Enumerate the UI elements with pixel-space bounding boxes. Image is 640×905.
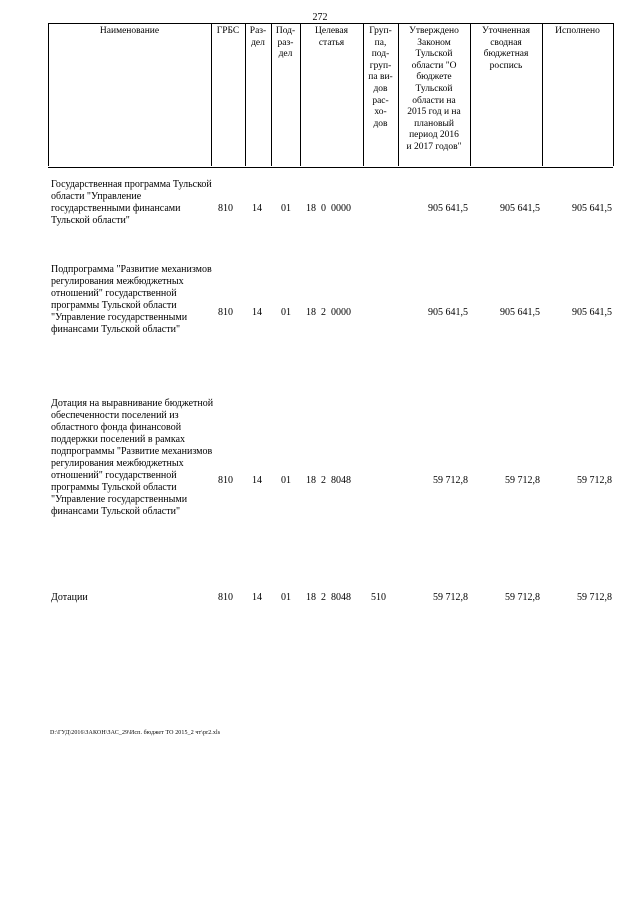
row-executed: 59 712,8	[577, 475, 612, 486]
row-target: 18 2 0000	[306, 307, 351, 318]
divider	[613, 23, 614, 166]
header-group: Груп- па, под- груп- па ви- дов рас- хо- дов	[368, 26, 393, 129]
row-podrazdel: 01	[281, 475, 291, 486]
header-podrazdel: Под- раз- дел	[275, 26, 296, 60]
row-group: 510	[371, 592, 386, 603]
row-grbs: 810	[218, 475, 233, 486]
row-refined: 59 712,8	[505, 475, 540, 486]
header-executed: Исполнено	[555, 26, 600, 36]
row-razdel: 14	[252, 203, 262, 214]
row-razdel: 14	[252, 307, 262, 318]
page-number: 272	[312, 12, 328, 23]
row-executed: 905 641,5	[572, 307, 612, 318]
row-executed: 59 712,8	[577, 592, 612, 603]
row-razdel: 14	[252, 475, 262, 486]
row-grbs: 810	[218, 203, 233, 214]
row-target: 18 0 0000	[306, 203, 351, 214]
header-refined: Уточненная сводная бюджетная роспись	[481, 26, 531, 71]
divider	[211, 23, 212, 166]
row-refined: 59 712,8	[505, 592, 540, 603]
header-name: Наименование	[99, 26, 160, 36]
row-podrazdel: 01	[281, 592, 291, 603]
row-name: Дотация на выравнивание бюджетной обеспеченности поселений из областного фонда финансовой поддержки поселений в рамках подпрограммы "Развитие механизмов регулирования межбюджетных отношений" государственной программы Тульской области "Управление государственными финансами Тульской области"	[51, 398, 214, 517]
divider	[48, 23, 49, 166]
row-approved: 59 712,8	[433, 592, 468, 603]
row-name: Дотации	[51, 592, 88, 603]
header-approved: Утверждено Законом Тульской области "О бюджете Тульской области на 2015 год и на плановый период 2016 и 2017 годов"	[406, 26, 462, 152]
row-approved: 905 641,5	[428, 203, 468, 214]
row-podrazdel: 01	[281, 203, 291, 214]
header-razdel: Раз- дел	[249, 26, 267, 48]
row-podrazdel: 01	[281, 307, 291, 318]
row-approved: 59 712,8	[433, 475, 468, 486]
file-path-footer: D:\ГУД\2016\ЗАКОН\ЗАС_29\Исп. бюджет ТО 2015_2 чт\pr2.xls	[50, 730, 221, 736]
row-executed: 905 641,5	[572, 203, 612, 214]
header-target: Целевая статья	[315, 26, 348, 48]
row-grbs: 810	[218, 592, 233, 603]
row-name: Подпрограмма "Развитие механизмов регулирования межбюджетных отношений" государственной программы Тульской области "Управление государственными финансами Тульской области"	[51, 264, 212, 335]
header-grbs: ГРБС	[216, 26, 240, 36]
row-razdel: 14	[252, 592, 262, 603]
row-grbs: 810	[218, 307, 233, 318]
row-refined: 905 641,5	[500, 307, 540, 318]
row-approved: 905 641,5	[428, 307, 468, 318]
row-name: Государственная программа Тульской области "Управление государственными финансами Тульской области"	[51, 179, 212, 226]
row-target: 18 2 8048	[306, 592, 351, 603]
divider	[542, 23, 543, 166]
row-refined: 905 641,5	[500, 203, 540, 214]
row-target: 18 2 8048	[306, 475, 351, 486]
